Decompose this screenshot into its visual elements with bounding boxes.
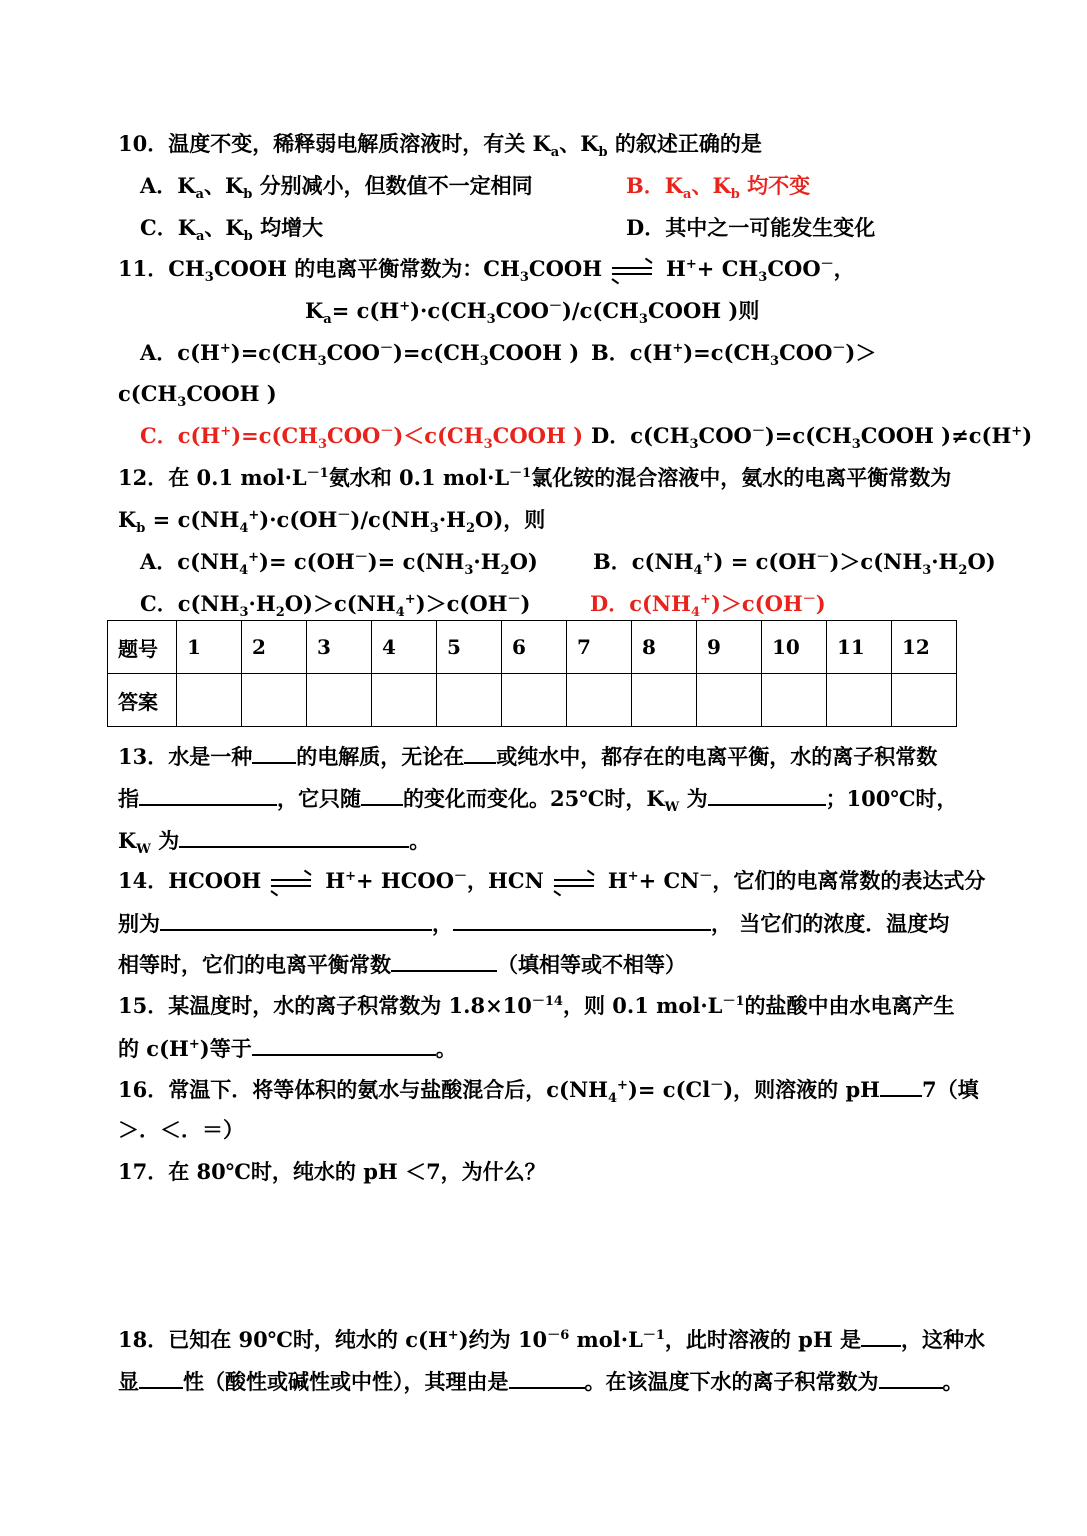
table-number-cell: 12 bbox=[892, 621, 957, 674]
answer-cell[interactable] bbox=[632, 674, 697, 727]
table-number-cell: 5 bbox=[437, 621, 502, 674]
fill-blank[interactable] bbox=[361, 784, 403, 806]
question-11-option-a: A．$c(H^+)=c(CH_3COO^-)=c(CH_3COOH$ ) bbox=[140, 340, 580, 370]
fill-blank[interactable] bbox=[708, 784, 826, 806]
question-11-option-b-cont: $c(CH_3COOH$ ) bbox=[118, 381, 277, 411]
question-11-option-b: B．$c(H^+)=c(CH_3COO^-)>$ bbox=[591, 340, 877, 370]
question-15-line-1: 15．某温度时，水的离子积常数为 $1.8\times 10^{-14}$，则 0.1 $mol\cdot L^{-1}$的盐酸中由水电离产生 bbox=[118, 993, 955, 1018]
fill-blank[interactable] bbox=[464, 742, 496, 764]
table-number-cell: 4 bbox=[372, 621, 437, 674]
fill-blank[interactable] bbox=[139, 784, 277, 806]
answer-cell[interactable] bbox=[697, 674, 762, 727]
answer-cell[interactable] bbox=[567, 674, 632, 727]
question-14-line-1: 14．HCOOH H++ HCOO－，HCN H++ CN－，它们的电离常数的表达式分 bbox=[118, 867, 985, 895]
fill-blank[interactable] bbox=[880, 1075, 922, 1097]
table-number-cell: 3 bbox=[307, 621, 372, 674]
answer-cell[interactable] bbox=[242, 674, 307, 727]
question-11-option-d: D．$c(CH_3COO^-)=c(CH_3COOH$ )≠c(H+) bbox=[591, 423, 1033, 453]
fill-blank[interactable] bbox=[391, 950, 497, 972]
question-12-stem: 12．在 0.1 $mol\cdot L^{-1}$氨水和 0.1 $mol\cdot L^{-1}$氯化铵的混合溶液中，氨水的电离平衡常数为 bbox=[118, 465, 952, 490]
question-12-kb: $K_b = c(NH_4^+)\cdot c(OH^-)/c(NH_3\cdot H_2O)$，则 bbox=[118, 507, 546, 537]
question-17: 17．在 80℃时，纯水的 pH ＜7，为什么？ bbox=[118, 1159, 546, 1184]
table-row bbox=[108, 674, 957, 727]
question-10-option-b: B．$K_a$、$K_b$ 均不变 bbox=[626, 173, 811, 203]
table-answer-label: 答案 bbox=[108, 674, 177, 727]
question-12-option-d: D．$c(NH_4^+)>c(OH^-)$ bbox=[590, 591, 826, 621]
question-10-option-c: C．$K_a$、$K_b$ 均增大 bbox=[140, 215, 324, 245]
question-10-stem: 10．温度不变，稀释弱电解质溶液时，有关 $K_a$、$K_b$ 的叙述正确的是 bbox=[118, 131, 762, 161]
fill-blank[interactable] bbox=[252, 742, 296, 764]
answer-cell[interactable] bbox=[307, 674, 372, 727]
fill-blank[interactable] bbox=[861, 1325, 901, 1347]
answer-cell[interactable] bbox=[177, 674, 242, 727]
table-number-cell: 8 bbox=[632, 621, 697, 674]
question-10-option-d: D．其中之一可能发生变化 bbox=[626, 215, 876, 240]
question-13-line-2: 指 ，它只随 的变化而变化。25℃时，$K_W$ 为 ；100℃时， bbox=[118, 786, 958, 816]
question-16-line-2: ＞．＜．＝） bbox=[118, 1117, 244, 1142]
question-16-line-1: 16．常温下．将等体积的氨水与盐酸混合后，$c(NH_4^+)= c(Cl^-)$，则溶液的 pH 7（填 bbox=[118, 1077, 979, 1107]
answer-cell[interactable] bbox=[502, 674, 567, 727]
question-18-line-1: 18．已知在 90℃时，纯水的 c(H+)约为 $10^{-6}$ $mol\cdot L^{-1}$，此时溶液的 pH 是 ，这种水 bbox=[118, 1327, 986, 1352]
table-number-cell: 6 bbox=[502, 621, 567, 674]
table-number-cell: 2 bbox=[242, 621, 307, 674]
question-12-option-b: B．$c(NH_4^+) = c(OH^-)>c(NH_3\cdot H_2O)$ bbox=[593, 549, 996, 579]
answer-cell[interactable] bbox=[827, 674, 892, 727]
question-11-formula: $K_a=$ $c(H^+)\cdot c(CH_3COO^-)/c(CH_3COOH$ )则 bbox=[305, 298, 760, 328]
question-18-line-2: 显 性（酸性或碱性或中性），其理由是 。在该温度下水的离子积常数为 。 bbox=[118, 1369, 964, 1394]
table-row bbox=[108, 621, 957, 674]
answer-cell[interactable] bbox=[762, 674, 827, 727]
table-number-cell: 1 bbox=[177, 621, 242, 674]
question-14-line-3: 相等时，它们的电离平衡常数 （填相等或不相等） bbox=[118, 952, 686, 977]
question-11-stem: 11．$CH_3COOH$ 的电离平衡常数为：$CH_3COOH$ $H^++ CH_3COO^-$， bbox=[118, 256, 855, 286]
question-12-option-c: C．$c(NH_3\cdot H_2O)>c(NH_4^+)>c(OH^-)$ bbox=[140, 591, 531, 621]
fill-blank[interactable] bbox=[252, 1034, 436, 1056]
table-number-cell: 7 bbox=[567, 621, 632, 674]
fill-blank[interactable] bbox=[879, 1367, 943, 1389]
fill-blank[interactable] bbox=[509, 1367, 585, 1389]
answer-table bbox=[107, 620, 957, 727]
table-number-cell: 9 bbox=[697, 621, 762, 674]
fill-blank[interactable] bbox=[179, 826, 409, 848]
fill-blank[interactable] bbox=[453, 909, 711, 931]
answer-cell[interactable] bbox=[372, 674, 437, 727]
table-number-cell: 10 bbox=[762, 621, 827, 674]
fill-blank[interactable] bbox=[139, 1367, 183, 1389]
table-header-label: 题号 bbox=[108, 621, 177, 674]
equilibrium-arrow-icon bbox=[612, 264, 652, 278]
question-12-option-a: A．$c(NH_4^+)= c(OH^-)= c(NH_3\cdot H_2O)$ bbox=[140, 549, 538, 579]
question-14-line-2: 别为 ， ， 当它们的浓度．温度均 bbox=[118, 911, 950, 936]
question-11-option-c: C．$c(H^+)=c(CH_3COO^-)<c(CH_3COOH$ ) bbox=[140, 423, 584, 453]
question-10-option-a: A．$K_a$、$K_b$ 分别减小，但数值不一定相同 bbox=[140, 173, 533, 203]
table-number-cell: 11 bbox=[827, 621, 892, 674]
answer-cell[interactable] bbox=[892, 674, 957, 727]
answer-cell[interactable] bbox=[437, 674, 502, 727]
question-13-line-3: $K_W$ 为 。 bbox=[118, 828, 431, 858]
question-15-line-2: 的 c(H+)等于 。 bbox=[118, 1036, 457, 1061]
fill-blank[interactable] bbox=[160, 909, 432, 931]
equilibrium-arrow-icon bbox=[554, 876, 594, 890]
equilibrium-arrow-icon bbox=[271, 876, 311, 890]
question-13-line-1: 13．水是一种 的电解质，无论在 或纯水中，都存在的电离平衡，水的离子积常数 bbox=[118, 744, 938, 769]
